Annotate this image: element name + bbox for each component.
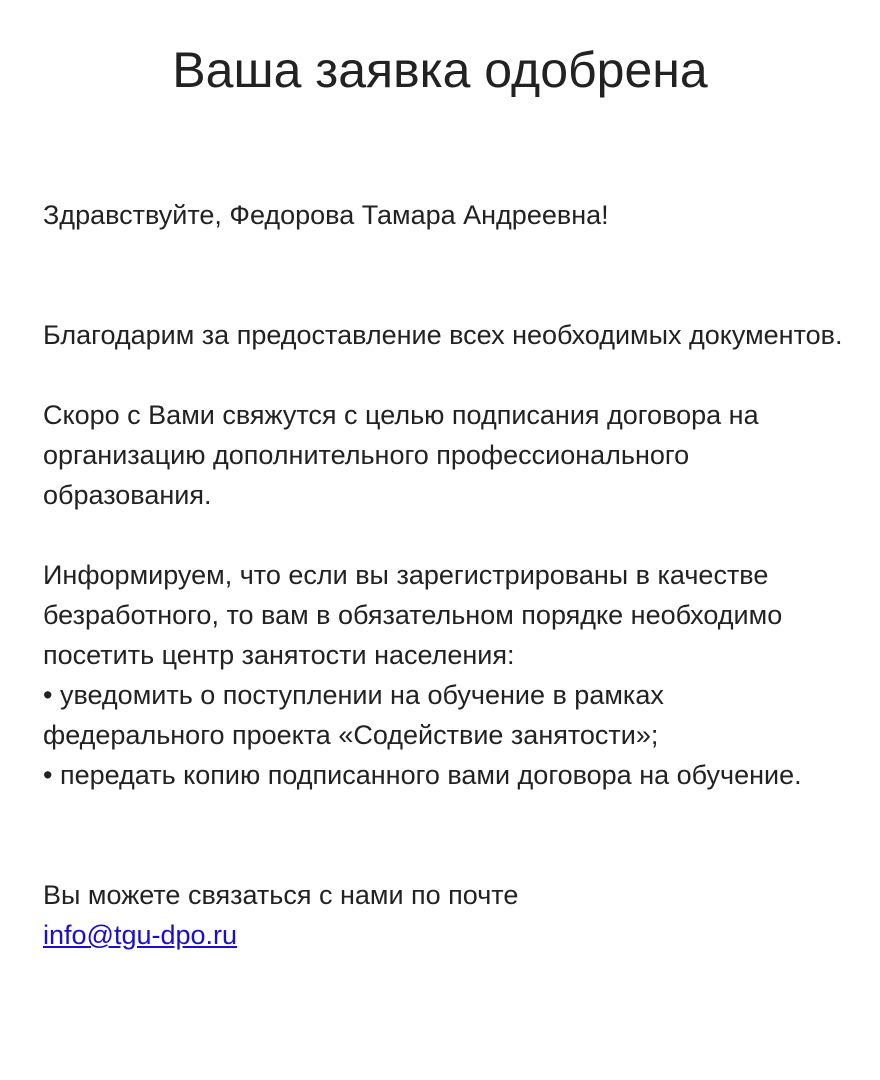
list-item-notify: • уведомить о поступлении на обучение в рамках федерального проекта «Содействие занятости»;	[43, 680, 664, 750]
contact-paragraph	[43, 875, 843, 955]
info-paragraph	[43, 555, 843, 795]
contact-email-link[interactable]: info@tgu-dpo.ru	[43, 920, 238, 950]
greeting-text: Здравствуйте, Федорова Тамара Андреевна!	[43, 200, 609, 230]
email-body	[43, 195, 843, 955]
contact-text: Вы можете связаться с нами по почте	[43, 880, 519, 910]
contact-soon-paragraph: Скоро с Вами свяжутся с целью подписания договора на организацию дополнительного профессионального образования.	[43, 400, 759, 510]
page-title: Ваша заявка одобрена	[172, 42, 708, 98]
info-paragraph-text: Информируем, что если вы зарегистрированы в качестве безработного, то вам в обязательном порядке необходимо посетить центр занятости населения:	[43, 560, 783, 670]
list-item-copy: • передать копию подписанного вами договора на обучение.	[43, 760, 802, 790]
thanks-paragraph: Благодарим за предоставление всех необходимых документов.	[43, 320, 843, 350]
